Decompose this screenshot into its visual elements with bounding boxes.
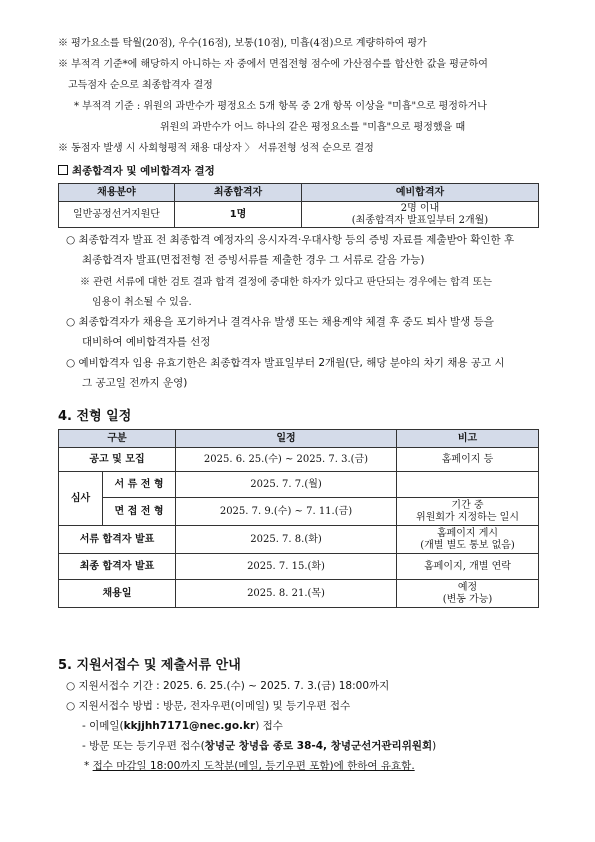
email-suffix: ) 접수 (255, 720, 283, 732)
schedule-title: 4. 전형 일정 (58, 409, 132, 424)
schedule-header: 일정 (176, 430, 397, 448)
final-bullet-2b: 대비하여 예비합격자를 선정 (82, 336, 211, 348)
schedule-note (397, 472, 539, 498)
final-bullet-3b: 그 공고일 전까지 운영) (82, 377, 188, 389)
schedule-label: 서 류 전 형 (103, 472, 176, 498)
schedule-note-line: (개별 별도 통보 없음) (420, 539, 515, 551)
submission-email-line (82, 718, 283, 733)
schedule-header: 비고 (397, 430, 539, 448)
schedule-date: 2025. 7. 15.(화) (176, 554, 397, 580)
schedule-note: 홈페이지, 개별 연락 (397, 554, 539, 580)
final-table-header: 예비합격자 (302, 184, 539, 202)
reserve-count: 2명 이내 (400, 202, 440, 214)
final-note-1b: 임용이 취소될 수 있음. (92, 297, 192, 308)
final-note-1a: ※ 관련 서류에 대한 검토 결과 합격 결정에 중대한 하자가 있다고 판단되는 경우에는 합격 또는 (80, 277, 492, 288)
schedule-label: 서류 합격자 발표 (59, 526, 176, 554)
schedule-note: 홈페이지 등 (397, 448, 539, 472)
final-bullet-1b: 최종합격자 발표(면접전형 전 증빙서류를 제출한 경우 그 서류로 갈음 가능) (82, 254, 425, 266)
deadline-mark: * (84, 760, 90, 772)
email-prefix: - 이메일( (82, 720, 124, 732)
schedule-label: 최종 합격자 발표 (59, 554, 176, 580)
schedule-label: 공고 및 모집 (59, 448, 176, 472)
schedule-date: 2025. 8. 21.(목) (176, 580, 397, 608)
submission-title: 5. 지원서접수 및 제출서류 안내 (58, 658, 241, 673)
section-final-title: 최종합격자 및 예비합격자 결정 (58, 163, 215, 178)
schedule-note (397, 580, 539, 608)
reserve-cell (302, 202, 539, 228)
schedule-note-line: 홈페이지 게시 (436, 527, 499, 539)
schedule-review-group: 심사 (59, 472, 103, 526)
schedule-label: 채용일 (59, 580, 176, 608)
note-criteria-1: * 부적격 기준 : 위원의 과반수가 평정요소 5개 항목 중 2개 항목 이상을 "미흡"으로 평정하거나 (74, 101, 487, 112)
note-scoring: ※ 평가요소를 탁월(20점), 우수(16점), 보통(10점), 미흡(4점)으로 계량하하여 평가 (58, 38, 427, 49)
submission-period: ○ 지원서접수 기간 : 2025. 6. 25.(수) ~ 2025. 7. 3.(금) 18:00까지 (66, 680, 390, 692)
visit-suffix: ) (432, 740, 437, 752)
note-disqualify-2: 고득점자 순으로 최종합격자 결정 (68, 80, 213, 91)
note-disqualify-1: ※ 부적격 기준*에 해당하지 아니하는 자 중에서 면접전형 점수에 가산점수를 합산한 값을 평균하여 (58, 59, 488, 70)
email-link[interactable]: kkjjhh7171@nec.go.kr (123, 720, 256, 732)
square-bullet-icon (58, 165, 68, 175)
schedule-note (397, 526, 539, 554)
schedule-date: 2025. 7. 7.(월) (176, 472, 397, 498)
reserve-period: (최종합격자 발표일부터 2개월) (351, 214, 489, 226)
visit-address: 창녕군 창녕읍 종로 38-4, 창녕군선거관리위원회 (204, 740, 433, 752)
final-table (58, 183, 539, 228)
visit-prefix: - 방문 또는 등기우편 접수( (82, 740, 205, 752)
schedule-table (58, 429, 539, 608)
final-count-cell: 1명 (175, 202, 302, 228)
schedule-date: 2025. 6. 25.(수) ~ 2025. 7. 3.(금) (176, 448, 397, 472)
final-bullet-3a: ○ 예비합격자 임용 유효기한은 최종합격자 발표일부터 2개월(단, 해당 분야의 차기 채용 공고 시 (66, 357, 505, 369)
submission-visit-line (82, 738, 436, 753)
note-tiebreak: ※ 동점자 발생 시 사회형평적 채용 대상자 〉 서류전형 성적 순으로 결정 (58, 143, 374, 154)
schedule-note-line: 예정 (457, 581, 478, 593)
schedule-note-line: (변동 가능) (442, 593, 493, 605)
submission-deadline-line (84, 758, 415, 773)
schedule-date: 2025. 7. 9.(수) ~ 7. 11.(금) (176, 498, 397, 526)
final-table-header: 채용분야 (59, 184, 175, 202)
schedule-header: 구분 (59, 430, 176, 448)
deadline-note: 접수 마감일 18:00까지 도착분(메일, 등기우편 포함)에 한하여 유효함. (92, 760, 415, 772)
submission-method: ○ 지원서접수 방법 : 방문, 전자우편(이메일) 및 등기우편 접수 (66, 700, 351, 712)
schedule-date: 2025. 7. 8.(화) (176, 526, 397, 554)
final-table-header: 최종합격자 (175, 184, 302, 202)
schedule-note (397, 498, 539, 526)
final-field-cell: 일반공정선거지원단 (59, 202, 175, 228)
schedule-note-line: 위원회가 지정하는 일시 (416, 511, 519, 523)
schedule-label: 면 접 전 형 (103, 498, 176, 526)
final-bullet-1a: ○ 최종합격자 발표 전 최종합격 예정자의 응시자격·우대사항 등의 증빙 자료를 제출받아 확인한 후 (66, 234, 515, 246)
schedule-note-line: 기간 중 (451, 499, 484, 511)
note-criteria-2: 위원의 과반수가 어느 하나의 같은 평정요소를 "미흡"으로 평정했을 때 (160, 122, 466, 133)
final-bullet-2a: ○ 최종합격자가 채용을 포기하거나 결격사유 발생 또는 채용계약 체결 후 중도 퇴사 발생 등을 (66, 316, 494, 328)
